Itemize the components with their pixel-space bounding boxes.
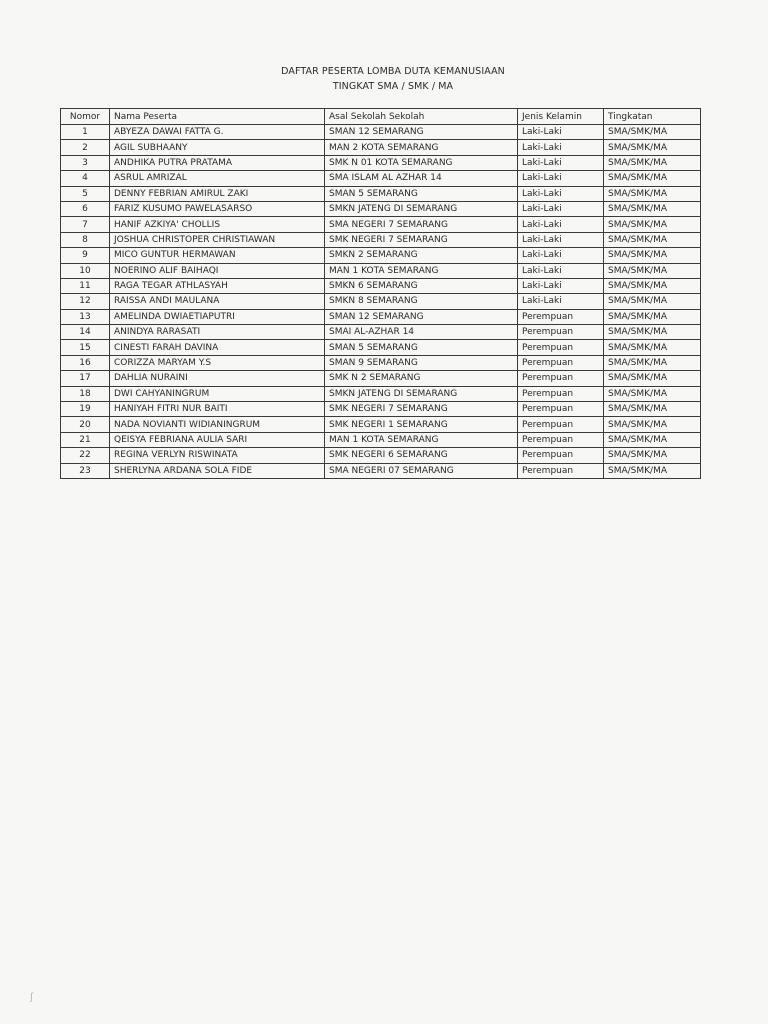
table-row <box>61 402 701 417</box>
cell-sekolah: SMK NEGERI 6 SEMARANG <box>325 448 518 463</box>
cell-jenis-kelamin: Laki-Laki <box>518 201 604 216</box>
cell-tingkatan: SMA/SMK/MA <box>604 371 701 386</box>
table-row <box>61 448 701 463</box>
cell-nama: SHERLYNA ARDANA SOLA FIDE <box>110 463 325 478</box>
cell-jenis-kelamin: Laki-Laki <box>518 125 604 140</box>
cell-tingkatan: SMA/SMK/MA <box>604 432 701 447</box>
cell-jenis-kelamin: Laki-Laki <box>518 140 604 155</box>
cell-tingkatan: SMA/SMK/MA <box>604 386 701 401</box>
cell-jenis-kelamin: Perempuan <box>518 417 604 432</box>
participant-table <box>60 108 701 479</box>
cell-nomor: 9 <box>61 248 110 263</box>
cell-nomor: 5 <box>61 186 110 201</box>
cell-nomor: 22 <box>61 448 110 463</box>
cell-tingkatan: SMA/SMK/MA <box>604 263 701 278</box>
table-row <box>61 294 701 309</box>
cell-nama: DAHLIA NURAINI <box>110 371 325 386</box>
cell-sekolah: SMKN 8 SEMARANG <box>325 294 518 309</box>
cell-tingkatan: SMA/SMK/MA <box>604 417 701 432</box>
cell-sekolah: SMAN 12 SEMARANG <box>325 309 518 324</box>
cell-nomor: 17 <box>61 371 110 386</box>
cell-nama: HANIF AZKIYA' CHOLLIS <box>110 217 325 232</box>
cell-sekolah: SMA NEGERI 7 SEMARANG <box>325 217 518 232</box>
table-row <box>61 278 701 293</box>
cell-tingkatan: SMA/SMK/MA <box>604 232 701 247</box>
cell-nomor: 1 <box>61 125 110 140</box>
column-header-tingkatan: Tingkatan <box>604 109 701 125</box>
cell-tingkatan: SMA/SMK/MA <box>604 248 701 263</box>
cell-sekolah: SMAN 5 SEMARANG <box>325 186 518 201</box>
table-row <box>61 340 701 355</box>
cell-tingkatan: SMA/SMK/MA <box>604 309 701 324</box>
table-row <box>61 463 701 478</box>
cell-nama: DENNY FEBRIAN AMIRUL ZAKI <box>110 186 325 201</box>
column-header-jenis-kelamin: Jenis Kelamin <box>518 109 604 125</box>
cell-nomor: 20 <box>61 417 110 432</box>
cell-jenis-kelamin: Perempuan <box>518 340 604 355</box>
cell-jenis-kelamin: Perempuan <box>518 325 604 340</box>
cell-nomor: 18 <box>61 386 110 401</box>
table-row <box>61 140 701 155</box>
cell-sekolah: SMK N 01 KOTA SEMARANG <box>325 155 518 170</box>
cell-nama: ANDHIKA PUTRA PRATAMA <box>110 155 325 170</box>
cell-nama: CINESTI FARAH DAVINA <box>110 340 325 355</box>
cell-nomor: 8 <box>61 232 110 247</box>
table-row <box>61 432 701 447</box>
cell-sekolah: SMK NEGERI 7 SEMARANG <box>325 232 518 247</box>
cell-nama: CORIZZA MARYAM Y.S <box>110 355 325 370</box>
cell-nomor: 23 <box>61 463 110 478</box>
table-row <box>61 263 701 278</box>
cell-sekolah: SMK N 2 SEMARANG <box>325 371 518 386</box>
cell-nama: NADA NOVIANTI WIDIANINGRUM <box>110 417 325 432</box>
cell-tingkatan: SMA/SMK/MA <box>604 140 701 155</box>
cell-jenis-kelamin: Laki-Laki <box>518 232 604 247</box>
cell-tingkatan: SMA/SMK/MA <box>604 186 701 201</box>
cell-jenis-kelamin: Laki-Laki <box>518 155 604 170</box>
table-row <box>61 309 701 324</box>
cell-tingkatan: SMA/SMK/MA <box>604 278 701 293</box>
cell-sekolah: MAN 1 KOTA SEMARANG <box>325 432 518 447</box>
table-body <box>61 125 701 479</box>
cell-nomor: 13 <box>61 309 110 324</box>
cell-jenis-kelamin: Laki-Laki <box>518 294 604 309</box>
cell-jenis-kelamin: Perempuan <box>518 448 604 463</box>
document-title: DAFTAR PESERTA LOMBA DUTA KEMANUSIAAN <box>281 66 505 77</box>
cell-nama: AMELINDA DWIAETIAPUTRI <box>110 309 325 324</box>
table-row <box>61 155 701 170</box>
cell-nama: DWI CAHYANINGRUM <box>110 386 325 401</box>
cell-jenis-kelamin: Perempuan <box>518 355 604 370</box>
table-row <box>61 186 701 201</box>
table-row <box>61 171 701 186</box>
cell-sekolah: MAN 1 KOTA SEMARANG <box>325 263 518 278</box>
table-row <box>61 355 701 370</box>
column-header-nama-peserta: Nama Peserta <box>110 109 325 125</box>
cell-nomor: 7 <box>61 217 110 232</box>
cell-nomor: 14 <box>61 325 110 340</box>
cell-nomor: 16 <box>61 355 110 370</box>
cell-nomor: 10 <box>61 263 110 278</box>
table-row <box>61 248 701 263</box>
cell-tingkatan: SMA/SMK/MA <box>604 294 701 309</box>
cell-nomor: 11 <box>61 278 110 293</box>
table-row <box>61 201 701 216</box>
cell-nama: HANIYAH FITRI NUR BAITI <box>110 402 325 417</box>
cell-sekolah: SMAN 12 SEMARANG <box>325 125 518 140</box>
cell-jenis-kelamin: Laki-Laki <box>518 186 604 201</box>
cell-jenis-kelamin: Laki-Laki <box>518 171 604 186</box>
cell-nama: ASRUL AMRIZAL <box>110 171 325 186</box>
cell-nomor: 15 <box>61 340 110 355</box>
cell-jenis-kelamin: Perempuan <box>518 309 604 324</box>
cell-sekolah: SMAI AL-AZHAR 14 <box>325 325 518 340</box>
table-row <box>61 417 701 432</box>
column-header-asal-sekolah: Asal Sekolah Sekolah <box>325 109 518 125</box>
cell-jenis-kelamin: Laki-Laki <box>518 217 604 232</box>
cell-tingkatan: SMA/SMK/MA <box>604 201 701 216</box>
cell-sekolah: SMA ISLAM AL AZHAR 14 <box>325 171 518 186</box>
cell-jenis-kelamin: Perempuan <box>518 386 604 401</box>
cell-nomor: 2 <box>61 140 110 155</box>
scan-margin-mark: ʃ <box>30 992 34 1003</box>
cell-sekolah: SMA NEGERI 07 SEMARANG <box>325 463 518 478</box>
cell-sekolah: SMAN 5 SEMARANG <box>325 340 518 355</box>
cell-tingkatan: SMA/SMK/MA <box>604 325 701 340</box>
cell-sekolah: SMKN JATENG DI SEMARANG <box>325 386 518 401</box>
cell-nomor: 6 <box>61 201 110 216</box>
cell-nomor: 3 <box>61 155 110 170</box>
cell-jenis-kelamin: Perempuan <box>518 432 604 447</box>
cell-nama: REGINA VERLYN RISWINATA <box>110 448 325 463</box>
cell-tingkatan: SMA/SMK/MA <box>604 402 701 417</box>
cell-nama: RAGA TEGAR ATHLASYAH <box>110 278 325 293</box>
cell-nama: FARIZ KUSUMO PAWELASARSO <box>110 201 325 216</box>
cell-sekolah: SMKN 2 SEMARANG <box>325 248 518 263</box>
cell-nomor: 4 <box>61 171 110 186</box>
cell-nama: RAISSA ANDI MAULANA <box>110 294 325 309</box>
cell-sekolah: SMK NEGERI 7 SEMARANG <box>325 402 518 417</box>
cell-tingkatan: SMA/SMK/MA <box>604 171 701 186</box>
cell-jenis-kelamin: Laki-Laki <box>518 248 604 263</box>
cell-jenis-kelamin: Perempuan <box>518 371 604 386</box>
document-header <box>0 64 768 94</box>
cell-nomor: 19 <box>61 402 110 417</box>
table-header-row <box>61 109 701 125</box>
cell-jenis-kelamin: Perempuan <box>518 402 604 417</box>
cell-tingkatan: SMA/SMK/MA <box>604 155 701 170</box>
cell-tingkatan: SMA/SMK/MA <box>604 448 701 463</box>
cell-sekolah: SMAN 9 SEMARANG <box>325 355 518 370</box>
cell-nomor: 12 <box>61 294 110 309</box>
cell-nama: MICO GUNTUR HERMAWAN <box>110 248 325 263</box>
table-row <box>61 125 701 140</box>
cell-nama: QEISYA FEBRIANA AULIA SARI <box>110 432 325 447</box>
cell-nama: NOERINO ALIF BAIHAQI <box>110 263 325 278</box>
cell-jenis-kelamin: Laki-Laki <box>518 278 604 293</box>
cell-tingkatan: SMA/SMK/MA <box>604 125 701 140</box>
table-row <box>61 217 701 232</box>
cell-jenis-kelamin: Perempuan <box>518 463 604 478</box>
cell-sekolah: MAN 2 KOTA SEMARANG <box>325 140 518 155</box>
cell-tingkatan: SMA/SMK/MA <box>604 340 701 355</box>
column-header-nomor: Nomor <box>61 109 110 125</box>
cell-sekolah: SMKN 6 SEMARANG <box>325 278 518 293</box>
cell-sekolah: SMKN JATENG DI SEMARANG <box>325 201 518 216</box>
table-row <box>61 232 701 247</box>
cell-jenis-kelamin: Laki-Laki <box>518 263 604 278</box>
cell-tingkatan: SMA/SMK/MA <box>604 355 701 370</box>
table-row <box>61 325 701 340</box>
cell-nama: JOSHUA CHRISTOPER CHRISTIAWAN <box>110 232 325 247</box>
table-row <box>61 371 701 386</box>
cell-nama: AGIL SUBHAANY <box>110 140 325 155</box>
cell-nama: ANINDYA RARASATI <box>110 325 325 340</box>
table-row <box>61 386 701 401</box>
document-subtitle: TINGKAT SMA / SMK / MA <box>332 81 454 92</box>
cell-tingkatan: SMA/SMK/MA <box>604 217 701 232</box>
cell-sekolah: SMK NEGERI 1 SEMARANG <box>325 417 518 432</box>
cell-nama: ABYEZA DAWAI FATTA G. <box>110 125 325 140</box>
cell-tingkatan: SMA/SMK/MA <box>604 463 701 478</box>
cell-nomor: 21 <box>61 432 110 447</box>
table-header <box>61 109 701 125</box>
